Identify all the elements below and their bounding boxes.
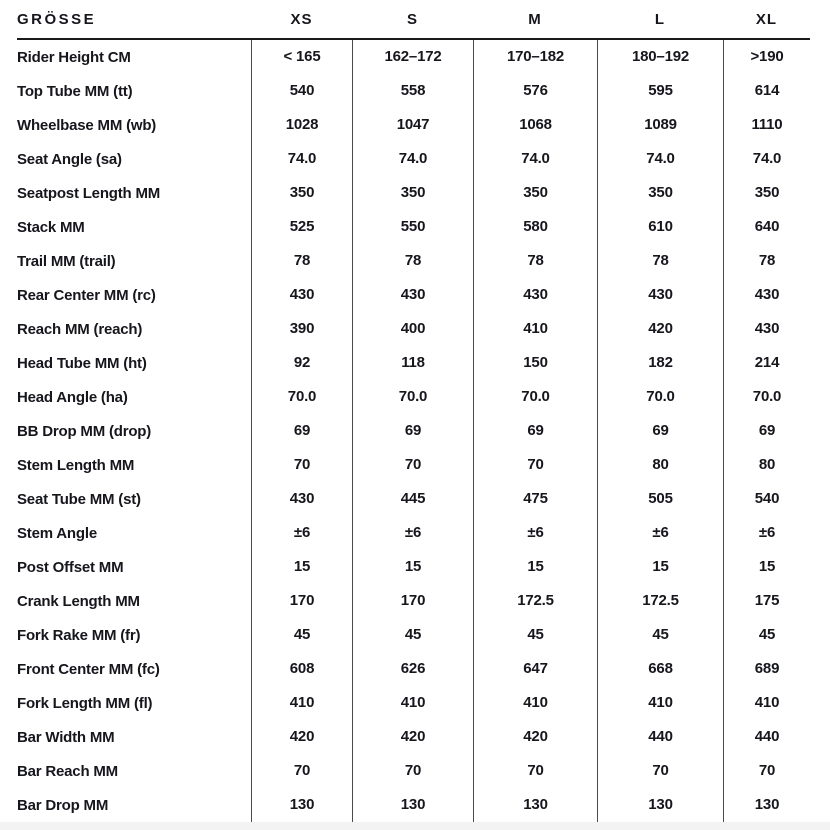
row-label: Front Center MM (fc) bbox=[17, 660, 160, 678]
row-label: Stem Angle bbox=[17, 524, 97, 542]
cell-xl: >190 bbox=[723, 40, 810, 74]
cell-s: 445 bbox=[352, 482, 473, 516]
row-label: Bar Drop MM bbox=[17, 796, 109, 814]
cell-l: 172.5 bbox=[597, 584, 723, 618]
cell-s: 45 bbox=[352, 618, 473, 652]
cell-m: 1068 bbox=[473, 108, 597, 142]
row-label: Fork Rake MM (fr) bbox=[17, 626, 141, 644]
cell-s: 170 bbox=[352, 584, 473, 618]
cell-m: 78 bbox=[473, 244, 597, 278]
cell-xl: 430 bbox=[723, 312, 810, 346]
cell-m: 45 bbox=[473, 618, 597, 652]
cell-xs: 70 bbox=[251, 754, 352, 788]
cell-l: 70 bbox=[597, 754, 723, 788]
cell-xl: 80 bbox=[723, 448, 810, 482]
table-row bbox=[17, 482, 810, 516]
cell-m: 420 bbox=[473, 720, 597, 754]
cell-xs: 92 bbox=[251, 346, 352, 380]
cell-xs: 78 bbox=[251, 244, 352, 278]
cell-s: 78 bbox=[352, 244, 473, 278]
cell-s: 70 bbox=[352, 448, 473, 482]
cell-s: 1047 bbox=[352, 108, 473, 142]
cell-m: 350 bbox=[473, 176, 597, 210]
cell-xs: 70 bbox=[251, 448, 352, 482]
cell-m: 430 bbox=[473, 278, 597, 312]
cell-s: 130 bbox=[352, 788, 473, 822]
table-row bbox=[17, 108, 810, 142]
cell-m: 410 bbox=[473, 686, 597, 720]
row-label: Stack MM bbox=[17, 218, 85, 236]
cell-s: 69 bbox=[352, 414, 473, 448]
table-row bbox=[17, 210, 810, 244]
cell-m: 172.5 bbox=[473, 584, 597, 618]
cell-xs: 350 bbox=[251, 176, 352, 210]
cell-l: 430 bbox=[597, 278, 723, 312]
cell-xs: 430 bbox=[251, 482, 352, 516]
table-row bbox=[17, 278, 810, 312]
table-row bbox=[17, 346, 810, 380]
row-label: BB Drop MM (drop) bbox=[17, 422, 152, 440]
cell-s: 70 bbox=[352, 754, 473, 788]
table-row bbox=[17, 40, 810, 74]
cell-xl: 175 bbox=[723, 584, 810, 618]
table-row bbox=[17, 176, 810, 210]
column-header-l: L bbox=[654, 10, 666, 28]
cell-l: 78 bbox=[597, 244, 723, 278]
cell-xs: 430 bbox=[251, 278, 352, 312]
cell-s: 558 bbox=[352, 74, 473, 108]
cell-l: 350 bbox=[597, 176, 723, 210]
cell-xs: 420 bbox=[251, 720, 352, 754]
cell-m: 70 bbox=[473, 754, 597, 788]
cell-s: 350 bbox=[352, 176, 473, 210]
cell-xs: 1028 bbox=[251, 108, 352, 142]
cell-l: 69 bbox=[597, 414, 723, 448]
row-label: Wheelbase MM (wb) bbox=[17, 116, 157, 134]
cell-l: 668 bbox=[597, 652, 723, 686]
row-label: Reach MM (reach) bbox=[17, 320, 143, 338]
cell-l: 15 bbox=[597, 550, 723, 584]
cell-xl: 350 bbox=[723, 176, 810, 210]
row-label: Bar Width MM bbox=[17, 728, 115, 746]
table-row bbox=[17, 720, 810, 754]
table-row bbox=[17, 652, 810, 686]
size-column-header: GRÖSSE bbox=[17, 10, 97, 28]
cell-s: 420 bbox=[352, 720, 473, 754]
cell-s: 162–172 bbox=[352, 40, 473, 74]
cell-xl: 214 bbox=[723, 346, 810, 380]
table-body bbox=[17, 40, 810, 822]
cell-m: 150 bbox=[473, 346, 597, 380]
table-row bbox=[17, 550, 810, 584]
cell-xl: 614 bbox=[723, 74, 810, 108]
cell-m: 130 bbox=[473, 788, 597, 822]
cell-xs: 525 bbox=[251, 210, 352, 244]
cell-xl: 78 bbox=[723, 244, 810, 278]
row-label: Head Angle (ha) bbox=[17, 388, 128, 406]
cell-xl: 440 bbox=[723, 720, 810, 754]
cell-s: 626 bbox=[352, 652, 473, 686]
cell-xs: 130 bbox=[251, 788, 352, 822]
cell-l: ±6 bbox=[597, 516, 723, 550]
table-row bbox=[17, 312, 810, 346]
cell-l: 595 bbox=[597, 74, 723, 108]
cell-s: 70.0 bbox=[352, 380, 473, 414]
cell-l: 440 bbox=[597, 720, 723, 754]
cell-s: 550 bbox=[352, 210, 473, 244]
cell-m: 15 bbox=[473, 550, 597, 584]
row-label: Rider Height CM bbox=[17, 48, 131, 66]
table-row bbox=[17, 414, 810, 448]
cell-xs: 170 bbox=[251, 584, 352, 618]
cell-xs: 69 bbox=[251, 414, 352, 448]
cell-xl: 45 bbox=[723, 618, 810, 652]
cell-xs: 540 bbox=[251, 74, 352, 108]
row-label: Rear Center MM (rc) bbox=[17, 286, 156, 304]
cell-s: 118 bbox=[352, 346, 473, 380]
table-row bbox=[17, 380, 810, 414]
cell-l: 610 bbox=[597, 210, 723, 244]
cell-l: 45 bbox=[597, 618, 723, 652]
footer-divider-bar bbox=[0, 822, 830, 830]
cell-xl: 130 bbox=[723, 788, 810, 822]
cell-s: 430 bbox=[352, 278, 473, 312]
cell-xl: 70 bbox=[723, 754, 810, 788]
table-row bbox=[17, 448, 810, 482]
cell-xs: 74.0 bbox=[251, 142, 352, 176]
cell-l: 1089 bbox=[597, 108, 723, 142]
cell-m: ±6 bbox=[473, 516, 597, 550]
cell-m: 170–182 bbox=[473, 40, 597, 74]
row-label: Stem Length MM bbox=[17, 456, 135, 474]
cell-m: 74.0 bbox=[473, 142, 597, 176]
cell-s: 15 bbox=[352, 550, 473, 584]
cell-s: 74.0 bbox=[352, 142, 473, 176]
table-row bbox=[17, 686, 810, 720]
cell-xs: < 165 bbox=[251, 40, 352, 74]
cell-xs: ±6 bbox=[251, 516, 352, 550]
cell-l: 70.0 bbox=[597, 380, 723, 414]
row-label: Seatpost Length MM bbox=[17, 184, 161, 202]
cell-xl: 15 bbox=[723, 550, 810, 584]
cell-xl: 69 bbox=[723, 414, 810, 448]
cell-xl: 430 bbox=[723, 278, 810, 312]
row-label: Seat Tube MM (st) bbox=[17, 490, 141, 508]
row-label: Head Tube MM (ht) bbox=[17, 354, 147, 372]
column-header-s: S bbox=[406, 10, 418, 28]
cell-m: 70.0 bbox=[473, 380, 597, 414]
cell-xs: 608 bbox=[251, 652, 352, 686]
cell-s: 400 bbox=[352, 312, 473, 346]
cell-xs: 45 bbox=[251, 618, 352, 652]
row-label: Crank Length MM bbox=[17, 592, 140, 610]
cell-m: 475 bbox=[473, 482, 597, 516]
table-row bbox=[17, 754, 810, 788]
row-label: Bar Reach MM bbox=[17, 762, 118, 780]
cell-s: ±6 bbox=[352, 516, 473, 550]
cell-xs: 70.0 bbox=[251, 380, 352, 414]
row-label: Fork Length MM (fl) bbox=[17, 694, 153, 712]
cell-xl: 70.0 bbox=[723, 380, 810, 414]
cell-l: 74.0 bbox=[597, 142, 723, 176]
table-header-row bbox=[17, 0, 810, 40]
row-label: Trail MM (trail) bbox=[17, 252, 116, 270]
cell-xs: 15 bbox=[251, 550, 352, 584]
row-label: Post Offset MM bbox=[17, 558, 124, 576]
table-row bbox=[17, 584, 810, 618]
table-row bbox=[17, 244, 810, 278]
cell-l: 80 bbox=[597, 448, 723, 482]
cell-xl: 689 bbox=[723, 652, 810, 686]
cell-m: 580 bbox=[473, 210, 597, 244]
column-header-m: M bbox=[528, 10, 542, 28]
cell-s: 410 bbox=[352, 686, 473, 720]
column-header-xs: XS bbox=[290, 10, 313, 28]
cell-xl: 1110 bbox=[723, 108, 810, 142]
cell-xl: 640 bbox=[723, 210, 810, 244]
cell-l: 420 bbox=[597, 312, 723, 346]
row-label: Seat Angle (sa) bbox=[17, 150, 122, 168]
cell-l: 180–192 bbox=[597, 40, 723, 74]
cell-xl: 540 bbox=[723, 482, 810, 516]
cell-m: 647 bbox=[473, 652, 597, 686]
cell-l: 182 bbox=[597, 346, 723, 380]
cell-m: 410 bbox=[473, 312, 597, 346]
table-row bbox=[17, 618, 810, 652]
column-header-xl: XL bbox=[755, 10, 778, 28]
cell-xs: 390 bbox=[251, 312, 352, 346]
cell-xl: ±6 bbox=[723, 516, 810, 550]
table-row bbox=[17, 74, 810, 108]
cell-xl: 74.0 bbox=[723, 142, 810, 176]
table-row bbox=[17, 516, 810, 550]
row-label: Top Tube MM (tt) bbox=[17, 82, 133, 100]
cell-xs: 410 bbox=[251, 686, 352, 720]
cell-m: 69 bbox=[473, 414, 597, 448]
table-row bbox=[17, 788, 810, 822]
geometry-table bbox=[17, 0, 810, 822]
cell-l: 410 bbox=[597, 686, 723, 720]
table-row bbox=[17, 142, 810, 176]
cell-l: 130 bbox=[597, 788, 723, 822]
cell-xl: 410 bbox=[723, 686, 810, 720]
cell-m: 70 bbox=[473, 448, 597, 482]
cell-l: 505 bbox=[597, 482, 723, 516]
cell-m: 576 bbox=[473, 74, 597, 108]
